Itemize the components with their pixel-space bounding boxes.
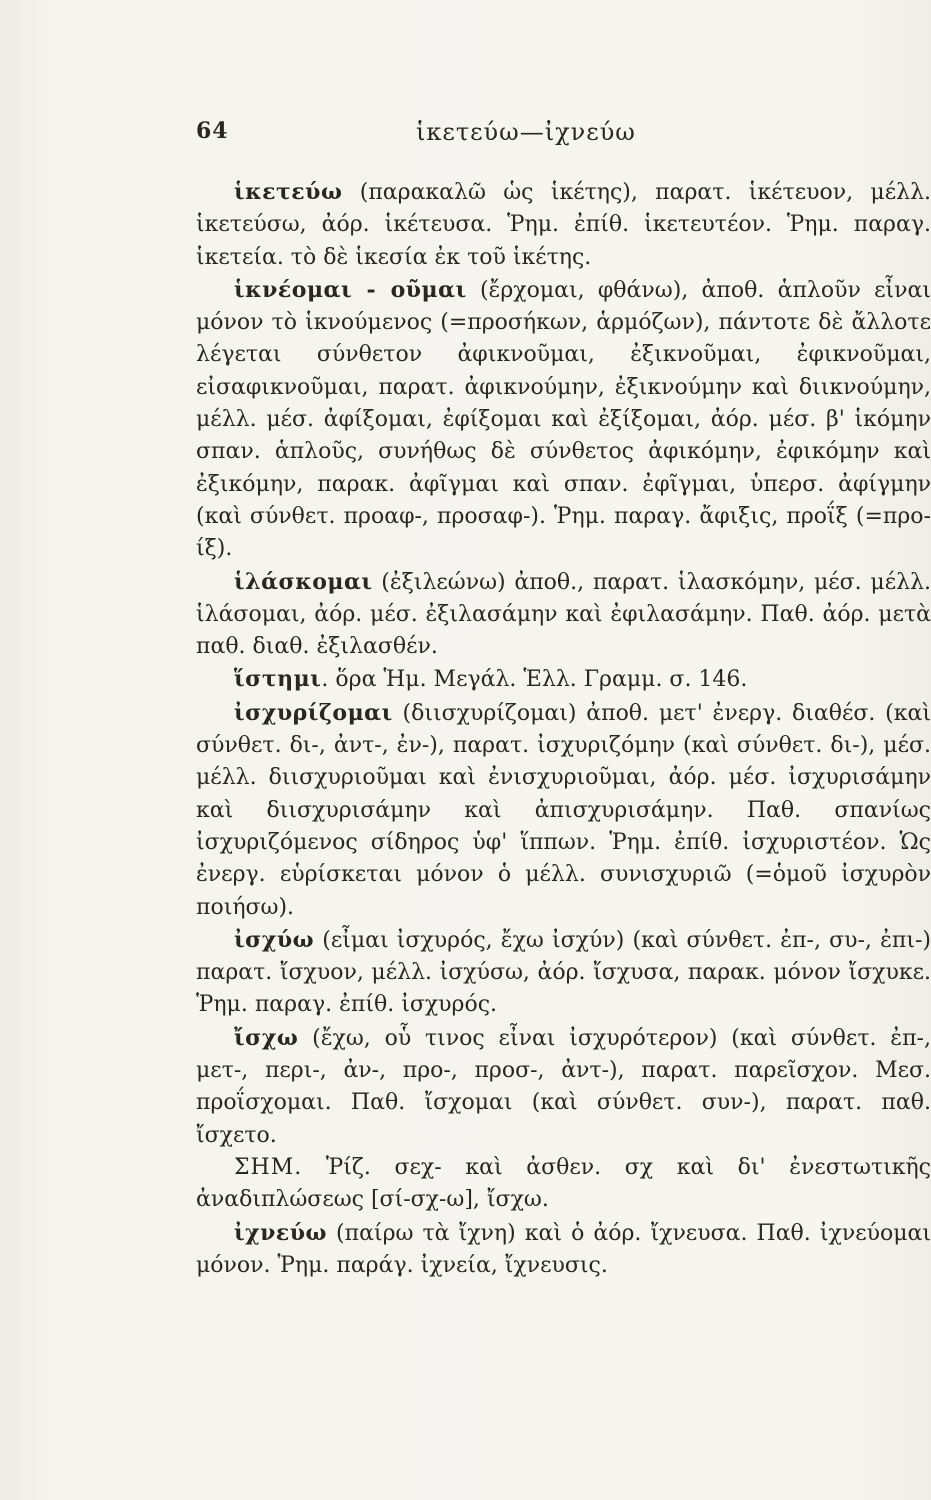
entry-histemi xyxy=(196,663,931,696)
entry-ichneuo xyxy=(196,1217,931,1283)
entry-lemma: ἱλάσκομαι xyxy=(234,568,373,595)
entry-lemma: ἰχνεύω xyxy=(234,1219,327,1246)
entry-ischyrizomai xyxy=(196,697,931,924)
entry-hilaskomai xyxy=(196,566,931,664)
dictionary-text xyxy=(196,176,931,1282)
entry-text: (εἶμαι ἰσχυρός, ἔχω ἰσχύν) (καὶ σύνθετ. ἐπ-, συ-, ἐπι-) παρατ. ἴσχυον, μέλλ. ἰσχύσω, ἀόρ. ἴσχυσα, παρακ. μόνον ἴσχυκε. Ῥημ. παραγ. ἐπίθ. ἰσχυρός. xyxy=(196,927,931,1018)
entry-ischyo xyxy=(196,924,931,1022)
entry-text: (ἐξιλεώνω) ἀποθ., παρατ. ἱλασκόμην, μέσ. μέλλ. ἱλάσομαι, ἀόρ. μέσ. ἐξιλασάμην καὶ ἐφιλασάμην. Παθ. ἀόρ. μετὰ παθ. διαθ. ἐξιλασθέν. xyxy=(196,569,931,660)
entry-iketeuo xyxy=(196,176,931,274)
entry-text: (διισχυρίζομαι) ἀποθ. μετ' ἐνεργ. διαθέσ. (καὶ σύνθετ. δι-, ἀντ-, ἐν-), παρατ. ἰσχυριζόμην (καὶ σύνθετ. δι-), μέσ. μέλλ. διισχυριοῦμαι καὶ ἐνισχυριοῦμαι, ἀόρ. μέσ. ἰσχυρισάμην καὶ διισχυρισάμην καὶ ἀπισχυρισάμην. Παθ. σπανίως ἰσχυριζόμενος σίδηρος ὑφ' ἵππων. Ῥημ. ἐπίθ. ἰσχυριστέον. Ὡς ἐνεργ. εὑρίσκεται μόνον ὁ μέλλ. συνισχυριῶ (=ὁμοῦ ἰσχυρὸν ποιήσω). xyxy=(196,700,931,920)
entry-lemma: ἰσχυρίζομαι xyxy=(234,699,393,726)
running-head-title: ἱκετεύω—ἰχνεύω xyxy=(416,118,636,146)
running-head xyxy=(196,118,931,158)
entry-ischo xyxy=(196,1022,931,1152)
entry-lemma: ἱκετεύω xyxy=(234,179,343,205)
entry-text: (παίρω τὰ ἴχνη) καὶ ὁ ἀόρ. ἴχνευσα. Παθ. ἰχνεύομαι μόνον. Ῥημ. παράγ. ἰχνεία, ἴχνευσις. xyxy=(196,1220,931,1278)
entry-lemma: ἰσχύω xyxy=(234,926,315,953)
entry-text: (παρακαλῶ ὡς ἱκέτης), παρατ. ἱκέτευον, μέλλ. ἱκετεύσω, ἀόρ. ἱκέτευσα. Ῥημ. ἐπίθ. ἱκετευτέον. Ῥημ. παραγ. ἱκετεία. τὸ δὲ ἱκεσία ἐκ τοῦ ἱκέτης. xyxy=(196,180,931,270)
entry-lemma: ἱκνέομαι - οῦμαι xyxy=(234,276,467,303)
entry-lemma: ἴσχω xyxy=(234,1024,299,1051)
entry-lemma: ἵστημι xyxy=(234,666,322,693)
note-label: ΣΗΜ. xyxy=(234,1154,303,1180)
page-number: 64 xyxy=(196,118,229,144)
note xyxy=(196,1152,931,1217)
note-text: Ῥίζ. σεχ- καὶ ἀσθεν. σχ καὶ δι' ἐνεστωτικῆς ἀναδιπλώσεως [σί-σχ-ω], ἴσχω. xyxy=(196,1154,931,1213)
entry-text: (ἔχω, οὗ τινος εἶναι ἰσχυρότερον) (καὶ σύνθετ. ἐπ-, μετ-, περι-, ἀν-, προ-, προσ-, ἀντ-), παρατ. παρεῖσχον. Μεσ. προΐσχομαι. Παθ. ἴσχομαι (καὶ σύνθετ. συν-), παρατ. παθ. ἴσχετο. xyxy=(196,1025,931,1148)
entry-iknoumai xyxy=(196,274,931,566)
entry-text: . ὅρα Ἡμ. Μεγάλ. Ἑλλ. Γραμμ. σ. 146. xyxy=(321,667,748,693)
entry-text: (ἔρχομαι, φθάνω), ἀποθ. ἁπλοῦν εἶναι μόνον τὸ ἱκνούμενος (=προσήκων, ἁρμόζων), πάντοτε δὲ ἄλλοτε λέγεται σύνθετον ἀφικνοῦμαι, ἐξικνοῦμαι, ἐφικνοῦμαι, εἰσαφικνοῦμαι, παρατ. ἀφικνούμην, ἐξικνούμην καὶ διικνούμην, μέλλ. μέσ. ἀφίξομαι, ἐφίξομαι καὶ ἐξίξομαι, ἀόρ. μέσ. β' ἱκόμην σπαν. ἁπλοῦς, συνήθως δὲ σύνθετος ἀφικόμην, ἐφικόμην καὶ ἐξικόμην, παρακ. ἀφῖγμαι καὶ σπαν. ἐφῖγμαι, ὑπερσ. ἀφίγμην (καὶ σύνθετ. προαφ-, προσαφ-). Ῥημ. παραγ. ἄφιξις, προΐξ (=προ-ίξ). xyxy=(196,277,931,562)
